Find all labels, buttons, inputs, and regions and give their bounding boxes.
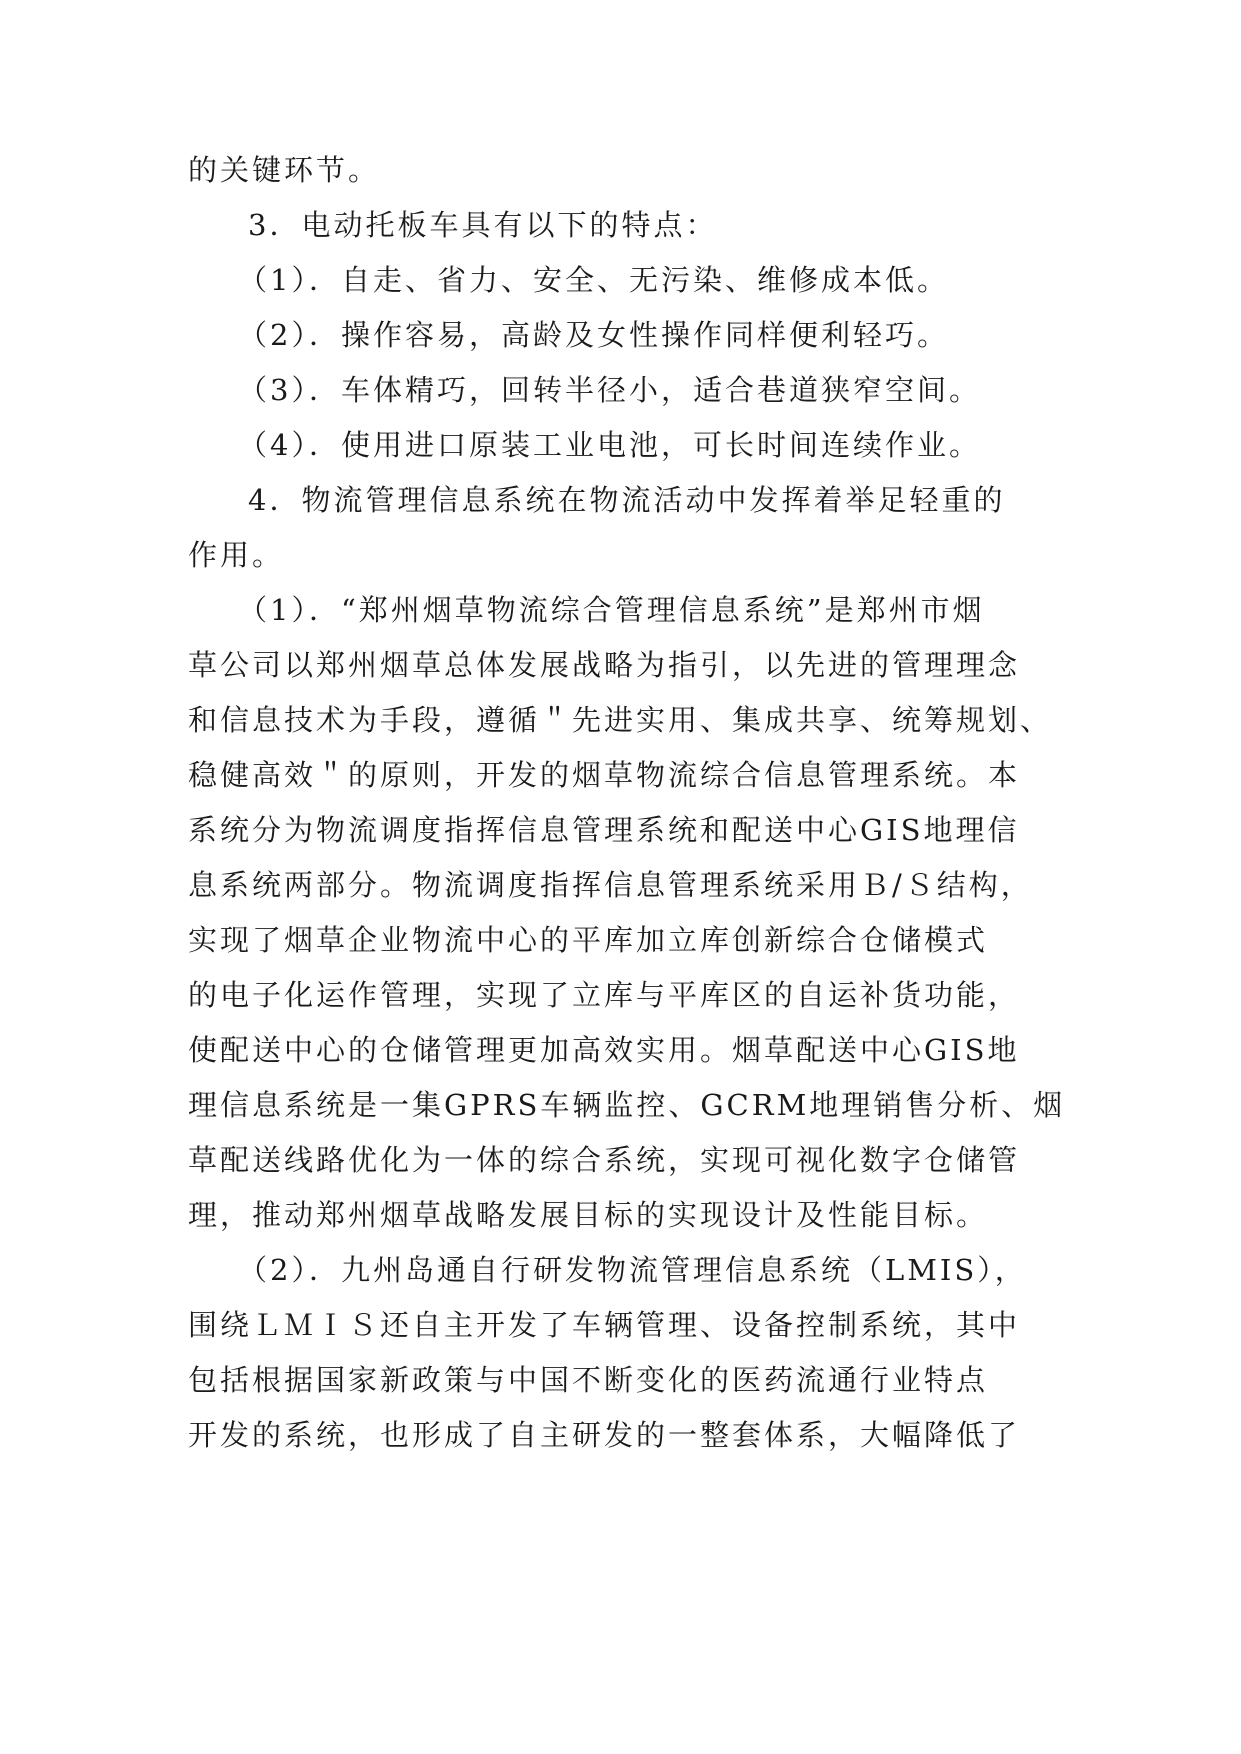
text-line: 围绕ＬＭＩＳ还自主开发了车辆管理、设备控制系统，其中 bbox=[188, 1308, 1021, 1342]
text-line: 稳健高效＂的原则，开发的烟草物流综合信息管理系统。本 bbox=[188, 758, 1021, 792]
list-item: （2）．操作容易，高龄及女性操作同样便利轻巧。 bbox=[238, 318, 949, 352]
text-line: 的电子化运作管理，实现了立库与平库区的自运补货功能， bbox=[188, 978, 1021, 1012]
text-line: 实现了烟草企业物流中心的平库加立库创新综合仓储模式 bbox=[188, 923, 989, 957]
paragraph-start: （1）．“郑州烟草物流综合管理信息系统”是郑州市烟 bbox=[238, 593, 985, 627]
text-line: 作用。 bbox=[188, 538, 285, 572]
text-line: 开发的系统，也形成了自主研发的一整套体系，大幅降低了 bbox=[188, 1418, 1021, 1452]
text-line: 草公司以郑州烟草总体发展战略为指引，以先进的管理理念 bbox=[188, 648, 1021, 682]
text-line: 系统分为物流调度指挥信息管理系统和配送中心GIS地理信 bbox=[188, 813, 1020, 847]
text-line: 息系统两部分。物流调度指挥信息管理系统采用Ｂ/Ｓ结构， bbox=[188, 868, 1033, 902]
text-line: 和信息技术为手段，遵循＂先进实用、集成共享、统筹规划、 bbox=[188, 703, 1053, 737]
list-item: （4）．使用进口原装工业电池，可长时间连续作业。 bbox=[238, 428, 981, 462]
list-item: （1）．自走、省力、安全、无污染、维修成本低。 bbox=[238, 263, 949, 297]
section-heading: 4．物流管理信息系统在物流活动中发挥着举足轻重的 bbox=[248, 483, 1006, 517]
list-item: （3）．车体精巧，回转半径小，适合巷道狭窄空间。 bbox=[238, 373, 981, 407]
text-line: 理，推动郑州烟草战略发展目标的实现设计及性能目标。 bbox=[188, 1198, 989, 1232]
text-line: 包括根据国家新政策与中国不断变化的医药流通行业特点 bbox=[188, 1363, 989, 1397]
text-line: 的关键环节。 bbox=[188, 153, 381, 187]
paragraph-start: （2）．九州岛通自行研发物流管理信息系统（LMIS）， bbox=[238, 1253, 1027, 1287]
text-line: 使配送中心的仓储管理更加高效实用。烟草配送中心GIS地 bbox=[188, 1033, 1020, 1067]
text-line: 理信息系统是一集GPRS车辆监控、GCRM地理销售分析、烟 bbox=[188, 1088, 1066, 1122]
text-line: 草配送线路优化为一体的综合系统，实现可视化数字仓储管 bbox=[188, 1143, 1021, 1177]
section-heading: 3．电动托板车具有以下的特点： bbox=[248, 208, 718, 242]
